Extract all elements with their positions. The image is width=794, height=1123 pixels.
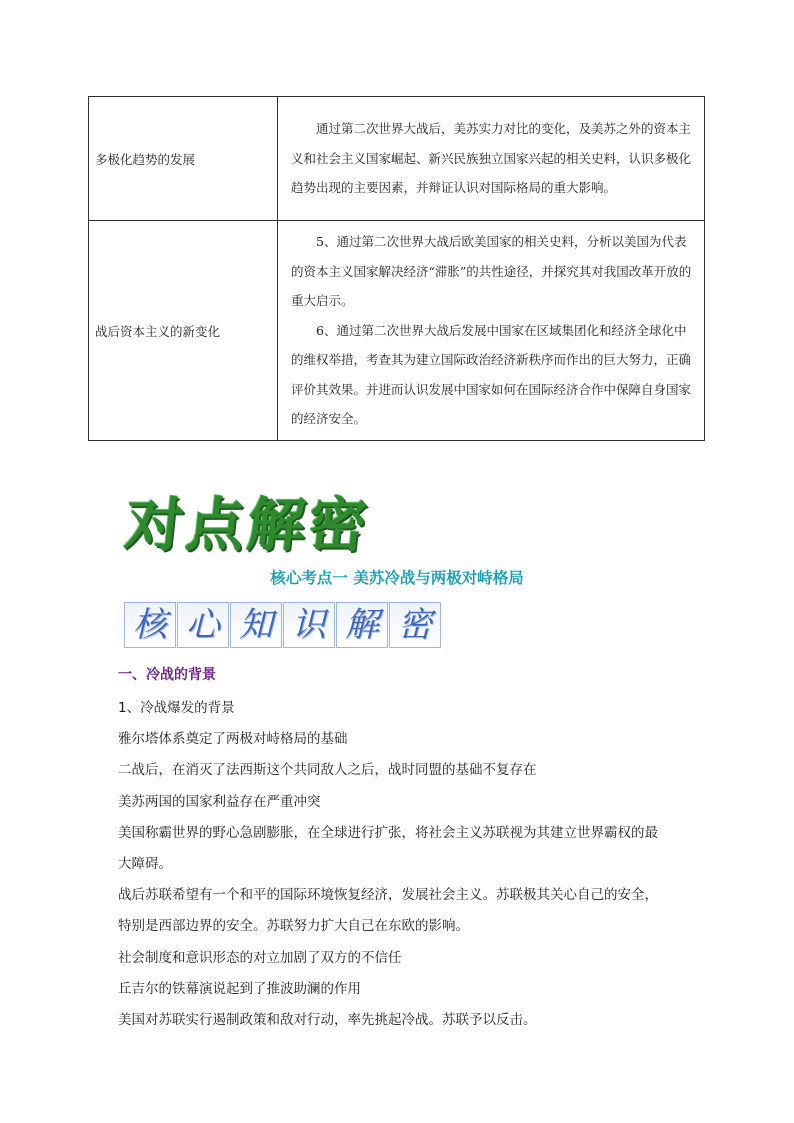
table-topic-cell: 战后资本主义的新变化 — [89, 221, 278, 441]
banner-char: 识 — [283, 602, 335, 648]
table-row — [89, 221, 705, 441]
paragraph: 美国对苏联实行遏制政策和敌对行动，率先挑起冷战。苏联予以反击。 — [118, 1012, 537, 1029]
banner-char: 心 — [177, 602, 229, 648]
paragraph: 美苏两国的国家利益存在严重冲突 — [118, 793, 321, 810]
section-banner-graphic: 对点解密 — [121, 491, 374, 559]
paragraph: 特别是西部边界的安全。苏联努力扩大自己在东欧的影响。 — [118, 918, 469, 935]
requirement-text: 通过第二次世界大战后，美苏实力对比的变化，及美苏之外的资本主义和社会主义国家崛起、新兴民族独立国家兴起的相关史料，认识多极化趋势出现的主要因素，并辩证认识对国际格局的重大影响。 — [291, 121, 692, 196]
sub-banner-graphic — [124, 602, 442, 648]
requirement-text: 6、通过第二次世界大战后发展中国家在区域集团化和经济全球化中的维权举措，考查其为建立国际政治经济新秩序而作出的巨大努力，正确评价其效果。并进而认识发展中国家如何在国际经济合作中保障自身国家的经济安全。 — [291, 322, 692, 427]
table-row — [89, 97, 705, 221]
paragraph: 美国称霸世界的野心急剧膨胀，在全球进行扩张，将社会主义苏联视为其建立世界霸权的最 — [118, 824, 658, 841]
paragraph: 战后苏联希望有一个和平的国际环境恢复经济，发展社会主义。苏联极其关心自己的安全， — [118, 887, 658, 904]
paragraph: 雅尔塔体系奠定了两极对峙格局的基础 — [118, 731, 348, 748]
banner-char: 密 — [389, 602, 441, 648]
section-title: 核心考点一 美苏冷战与两极对峙格局 — [270, 569, 524, 587]
curriculum-standards-table — [88, 96, 705, 441]
paragraph: 1、冷战爆发的背景 — [118, 700, 235, 716]
subsection-heading: 一、冷战的背景 — [118, 667, 216, 683]
paragraph: 社会制度和意识形态的对立加剧了双方的不信任 — [118, 949, 402, 966]
paragraph: 大障碍。 — [118, 856, 172, 873]
paragraph: 丘吉尔的铁幕演说起到了推波助澜的作用 — [118, 980, 361, 997]
table-requirement-cell — [278, 97, 705, 221]
banner-char: 知 — [230, 602, 282, 648]
requirement-text: 5、通过第二次世界大战后欧美国家的相关史料，分析以美国为代表的资本主义国家解决经济“滞胀”的共性途径，并探究其对我国改革开放的重大启示。 — [291, 234, 692, 309]
table-topic-cell: 多极化趋势的发展 — [89, 97, 278, 221]
paragraph: 二战后，在消灭了法西斯这个共同敌人之后，战时同盟的基础不复存在 — [118, 762, 537, 779]
body-text — [118, 693, 688, 1036]
table-requirement-cell — [278, 221, 705, 441]
banner-char: 核 — [124, 602, 176, 648]
banner-char: 解 — [336, 602, 388, 648]
